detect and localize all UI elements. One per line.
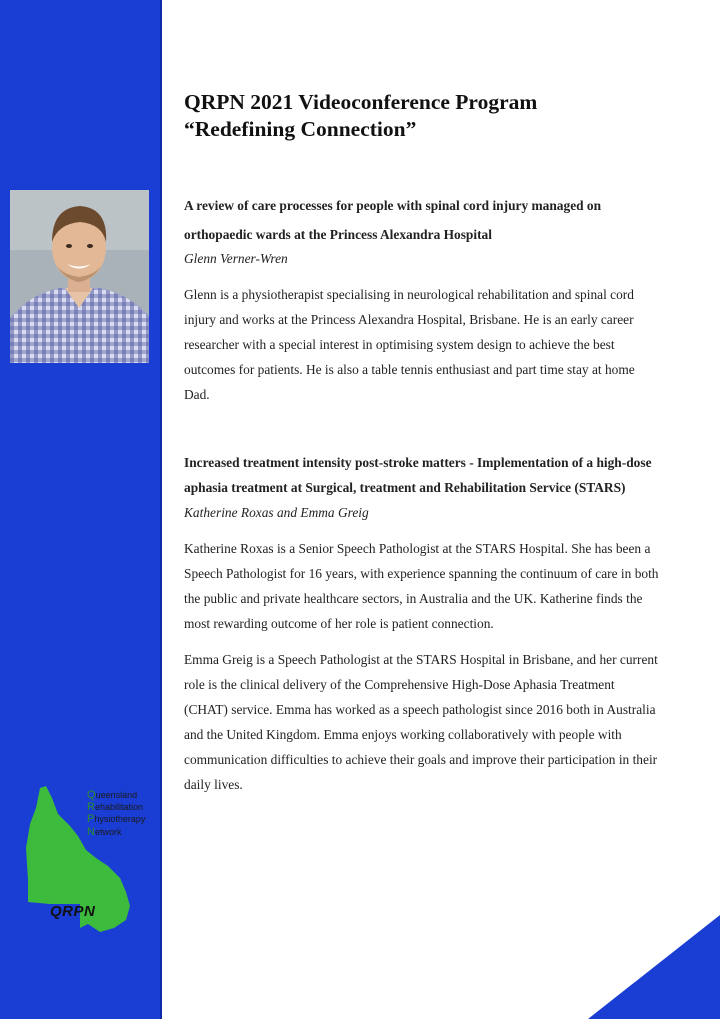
program-content — [184, 188, 659, 797]
session-1 — [184, 188, 659, 407]
session-2-title: Increased treatment intensity post-stroke matters - Implementation of a high-dose aphasia treatment at Surgical, treatment and Rehabilitation Service (STARS) — [184, 455, 652, 495]
logo-badge: QRPN — [50, 903, 96, 920]
session-2-bio-2: Emma Greig is a Speech Pathologist at the STARS Hospital in Brisbane, and her current role is the clinical delivery of the Comprehensive High-Dose Aphasia Treatment (CHAT) service. Emma has worked as a speech pathologist since 2016 both in Australia and the United Kingdom. Emma enjoys working collaboratively with people with communication difficulties to achieve their goals and improve their participation in their daily lives. — [184, 652, 658, 792]
page-title — [184, 89, 684, 143]
logo-network-name: Queensland Rehabilitation Physiotherapy Network — [87, 789, 146, 838]
session-1-bio: Glenn is a physiotherapist specialising in neurological rehabilitation and spinal cord injury and works at the Princess Alexandra Hospital, Brisbane. He is an early career researcher with a special interest in optimising system design to achieve the best outcomes for patients. He is also a table tennis enthusiast and part time stay at home Dad. — [184, 287, 635, 402]
title-line-1: QRPN 2021 Videoconference Program — [184, 90, 538, 114]
corner-accent — [588, 915, 720, 1019]
session-1-title-line-1: A review of care processes for people with spinal cord injury managed on — [184, 198, 602, 213]
speaker-photo — [10, 190, 149, 363]
session-1-title-line-2: orthopaedic wards at the Princess Alexandra Hospital — [184, 227, 492, 242]
title-line-2: “Redefining Connection” — [184, 117, 417, 141]
session-1-speaker: Glenn Verner-Wren — [184, 251, 288, 266]
session-2-speaker: Katherine Roxas and Emma Greig — [184, 505, 369, 520]
session-2 — [184, 450, 659, 797]
sidebar-edge — [160, 0, 162, 1019]
session-2-bio-1: Katherine Roxas is a Senior Speech Pathologist at the STARS Hospital. She has been a Speech Pathologist for 16 years, with experience spanning the continuum of care in both the public and private healthcare sectors, in Australia and the UK. Katherine finds the most rewarding outcome of her role is patient connection. — [184, 541, 659, 631]
qrpn-logo — [22, 784, 152, 934]
